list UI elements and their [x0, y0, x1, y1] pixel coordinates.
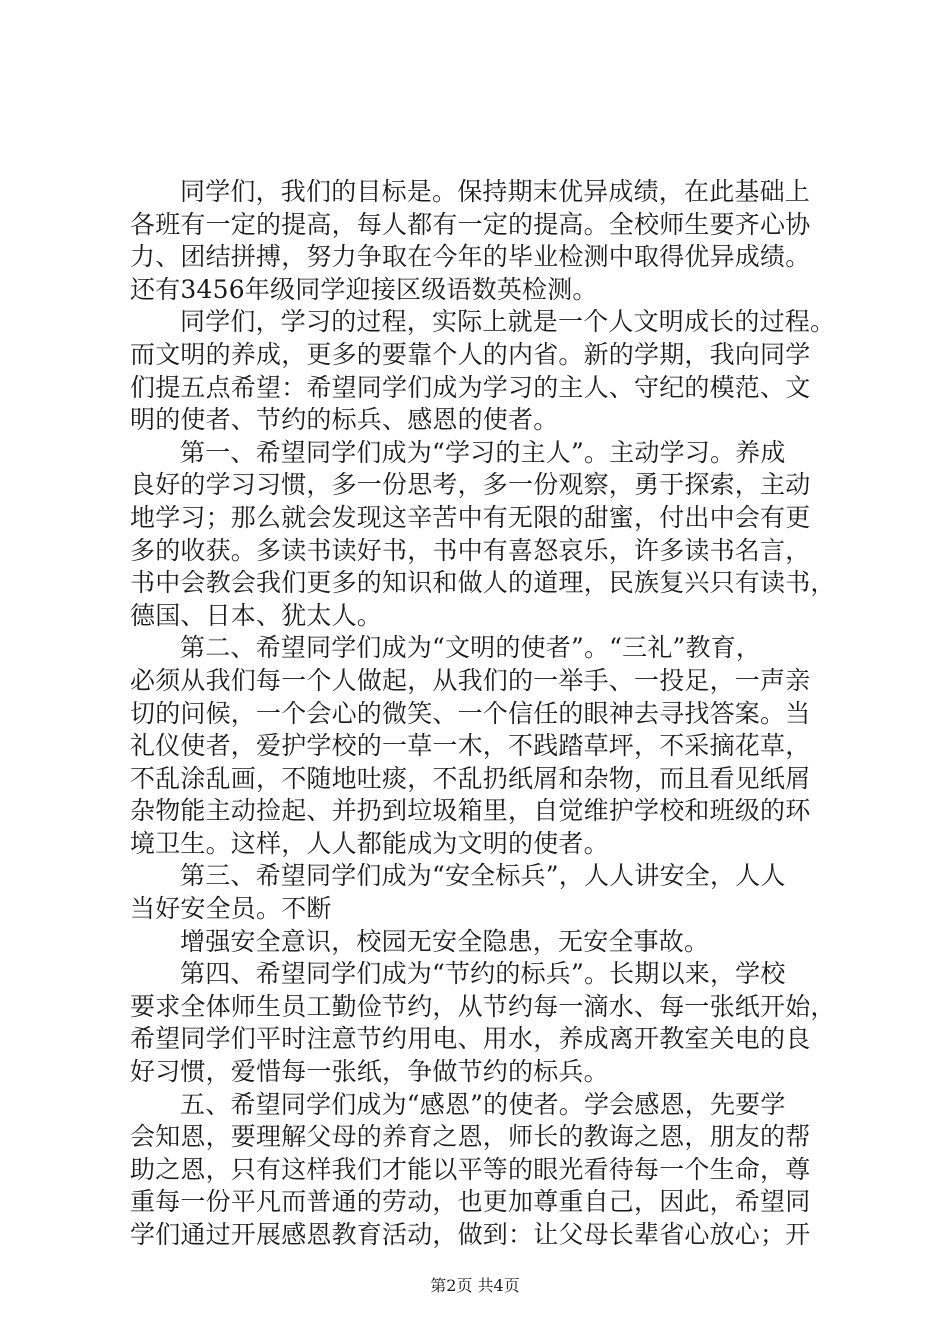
paragraph-line: 第四、希望同学们成为“节约的标兵”。长期以来，学校	[180, 959, 786, 989]
paragraph-line: 明的使者、节约的标兵、感恩的使者。	[130, 405, 559, 435]
paragraph-line: 学们通过开展感恩教育活动，做到：让父母长辈省心放心；开	[130, 1220, 811, 1249]
paragraph-line: 当好安全员。不断	[130, 894, 332, 924]
paragraph-line: 礼仪使者，爱护学校的一草一木，不践踏草坪，不采摘花草，	[130, 731, 811, 761]
paragraph-line: 第三、希望同学们成为“安全标兵”，人人讲安全，人人	[180, 861, 786, 891]
paragraph-line: 德国、日本、犹太人。	[130, 600, 383, 630]
document-body	[130, 176, 836, 1252]
paragraph-line: 书中会教会我们更多的知识和做人的道理，民族复兴只有读书，	[130, 568, 836, 598]
paragraph-line: 多的收获。多读书读好书，书中有喜怒哀乐，许多读书名言，	[130, 535, 811, 565]
paragraph-line: 境卫生。这样，人人都能成为文明的使者。	[130, 828, 609, 858]
paragraph-line: 各班有一定的提高，每人都有一定的提高。全校师生要齐心协	[130, 209, 811, 239]
paragraph-line: 同学们，学习的过程，实际上就是一个人文明成长的过程。	[180, 307, 836, 337]
paragraph-line: 增强安全意识，校园无安全隐患，无安全事故。	[180, 926, 710, 956]
paragraph-line: 不乱涂乱画，不随地吐痰，不乱扔纸屑和杂物，而且看见纸屑	[130, 763, 811, 793]
paragraph-line: 希望同学们平时注意节约用电、用水，养成离开教室关电的良	[130, 1024, 811, 1054]
paragraph-line: 地学习；那么就会发现这辛苦中有无限的甜蜜，付出中会有更	[130, 502, 811, 532]
paragraph-line: 要求全体师生员工勤俭节约，从节约每一滴水、每一张纸开始，	[130, 991, 836, 1021]
paragraph-line: 切的问候，一个会心的微笑、一个信任的眼神去寻找答案。当	[130, 698, 811, 728]
paragraph-line: 同学们，我们的目标是。保持期末优异成绩，在此基础上	[180, 177, 811, 206]
paragraph-line: 杂物能主动捡起、并扔到垃圾箱里，自觉维护学校和班级的环	[130, 796, 811, 826]
paragraph-line: 助之恩，只有这样我们才能以平等的眼光看待每一个生命，尊	[130, 1154, 811, 1184]
paragraph-line: 力、团结拼搏，努力争取在今年的毕业检测中取得优异成绩。	[130, 242, 811, 272]
paragraph-line: 而文明的养成，更多的要靠个人的内省。新的学期，我向同学	[130, 339, 811, 369]
paragraph-line: 五、希望同学们成为“感恩”的使者。学会感恩，先要学	[180, 1089, 786, 1119]
paragraph-line: 第一、希望同学们成为“学习的主人”。主动学习。养成	[180, 437, 786, 467]
paragraph-line: 们提五点希望：希望同学们成为学习的主人、守纪的模范、文	[130, 372, 811, 402]
page-number-footer: 第2页 共4页	[430, 1276, 520, 1295]
paragraph-line: 良好的学习习惯，多一份思考，多一份观察，勇于探索，主动	[130, 470, 811, 500]
paragraph-line: 好习惯，爱惜每一张纸，争做节约的标兵。	[130, 1057, 609, 1087]
paragraph-line: 会知恩，要理解父母的养育之恩，师长的教诲之恩，朋友的帮	[130, 1122, 811, 1152]
paragraph-line: 第二、希望同学们成为“文明的使者”。“三礼”教育，	[180, 633, 762, 663]
paragraph-line: 重每一份平凡而普通的劳动，也更加尊重自己，因此，希望同	[130, 1187, 811, 1217]
paragraph-line: 必须从我们每一个人做起，从我们的一举手、一投足，一声亲	[130, 665, 811, 695]
paragraph-line: 还有3456年级同学迎接区级语数英检测。	[130, 274, 598, 304]
